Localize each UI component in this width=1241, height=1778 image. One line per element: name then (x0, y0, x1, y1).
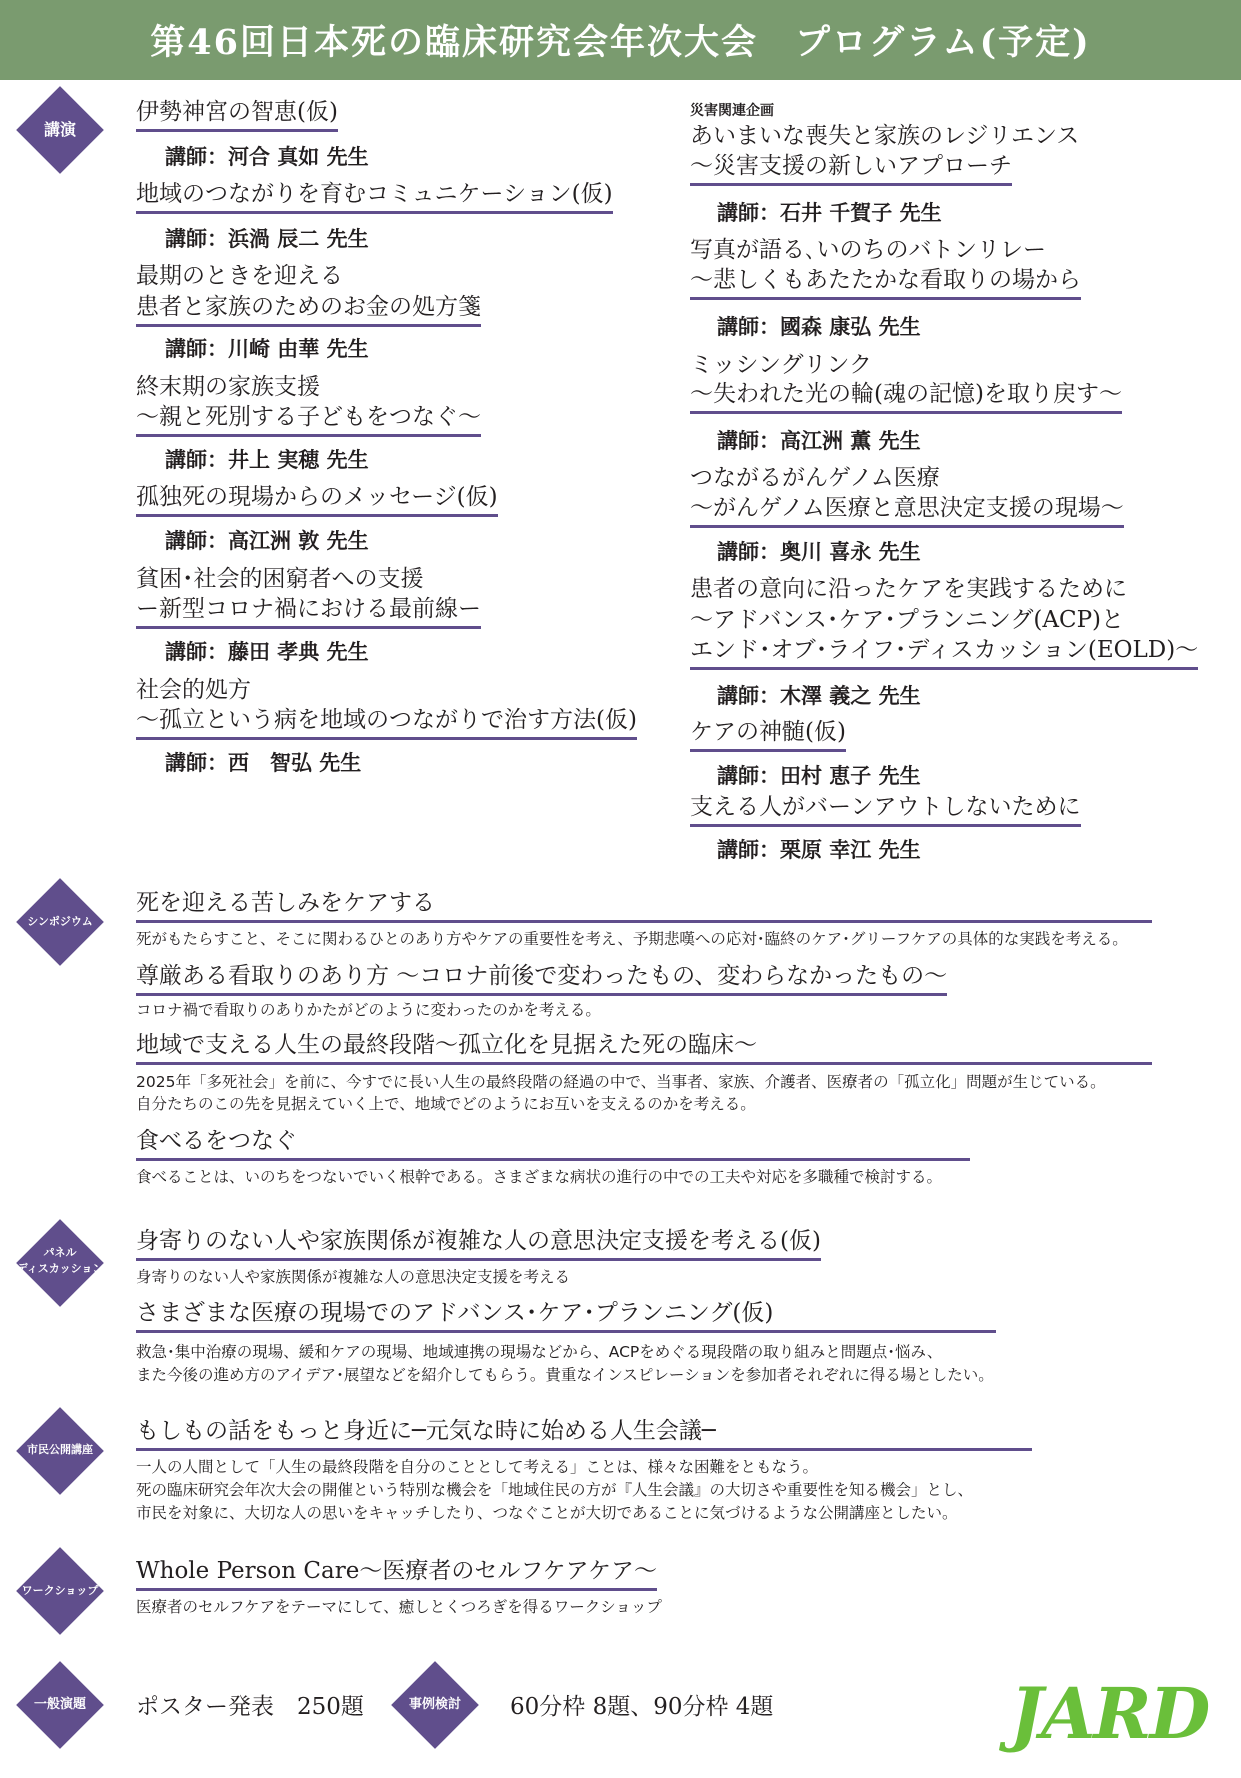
symposium-desc: 2025年「多死社会」を前に、今すでに長い人生の最終段階の経過の中で、当事者、家族、介護者、医療者の「孤立化」問題が生じている。 (136, 1073, 1106, 1091)
lecture-title: 地域のつながりを育むコミュニケーション(仮) (136, 179, 613, 214)
panel-desc: また今後の進め方のアイデア･展望などを紹介してもらう。貴重なインスピレーションを参加者それぞれに得る場としたい。 (136, 1366, 994, 1384)
lecture-speaker: 講師：浜渦 辰二 先生 (165, 226, 369, 251)
lecture-speaker: 講師：高江洲 敦 先生 (165, 528, 369, 553)
lecture-title: ー新型コロナ禍における最前線ー (136, 594, 481, 629)
lecture-speaker: 講師：西 智弘 先生 (165, 750, 362, 775)
lecture-title-line1: つながるがんゲノム医療 (690, 465, 940, 491)
lecture-badge-label: 講演 (43, 120, 76, 139)
lecture-speaker: 講師：河合 真如 先生 (165, 144, 369, 169)
case-badge-label: 事例検討 (408, 1697, 461, 1712)
symposium-desc: 自分たちのこの先を見据えていく上で、地域でどのようにお互いを支えるのかを考える。 (136, 1095, 756, 1113)
panel-title: さまざまな医療の現場でのアドバンス･ケア･プランニング(仮) (136, 1298, 996, 1333)
page-header (0, 0, 1241, 80)
public-lecture-desc: 死の臨床研究会年次大会の開催という特別な機会を「地域住民の方が『人生会議』の大切さや重要性を知る機会」とし、 (136, 1481, 974, 1499)
lecture-speaker: 講師：田村 恵子 先生 (717, 763, 921, 788)
lecture-speaker: 講師：奥川 喜永 先生 (717, 539, 921, 564)
lecture-speaker: 講師：國森 康弘 先生 (717, 314, 921, 339)
lecture-title: 支える人がバーンアウトしないために (690, 792, 1081, 827)
poster-count: ポスター発表 250題 (136, 1694, 364, 1720)
lecture-speaker: 講師：栗原 幸江 先生 (717, 837, 921, 862)
lecture-speaker: 講師：川崎 由華 先生 (165, 336, 369, 361)
lecture-title: 孤独死の現場からのメッセージ(仮) (136, 482, 498, 517)
lecture-title-line1: 患者の意向に沿ったケアを実践するために (690, 576, 1127, 602)
lecture-title: ケアの神髄(仮) (690, 717, 846, 752)
symposium-title: 尊厳ある看取りのあり方 ～コロナ前後で変わったもの、変わらなかったもの～ (136, 961, 947, 996)
public-lecture-title: もしもの話をもっと身近に─元気な時に始める人生会議─ (136, 1416, 1032, 1451)
lecture-title: 患者と家族のためのお金の処方箋 (136, 292, 481, 327)
lecture-title-line1: あいまいな喪失と家族のレジリエンス (690, 123, 1080, 149)
lecture-title: ～がんゲノム医療と意思決定支援の現場～ (690, 493, 1124, 528)
symposium-desc: 食べることは、いのちをつないでいく根幹である。さまざまな病状の進行の中での工夫や対応を多職種で検討する。 (136, 1168, 943, 1186)
panel-title: 身寄りのない人や家族関係が複雑な人の意思決定支援を考える(仮) (136, 1226, 821, 1261)
public-lecture-desc: 市民を対象に、大切な人の思いをキャッチしたり、つなぐことが大切であることに気づけるような公開講座としたい。 (136, 1504, 958, 1522)
workshop-badge-label: ワークショップ (21, 1584, 99, 1597)
symposium-desc: 死がもたらすこと、そこに関わるひとのあり方やケアの重要性を考え、予期悲嘆への応対･臨終のケア･グリーフケアの具体的な実践を考える。 (136, 930, 1128, 948)
lecture-title: ～災害支援の新しいアプローチ (690, 151, 1012, 186)
lecture-title: エンド･オブ･ライフ･ディスカッション(EOLD)～ (690, 635, 1198, 670)
panel-desc: 救急･集中治療の現場、緩和ケアの現場、地域連携の現場などから、ACPをめぐる現段階の取り組みと問題点･悩み、 (136, 1343, 943, 1361)
lecture-title-line1: 最期のときを迎える (136, 263, 343, 289)
lecture-title: ～孤立という病を地域のつながりで治す方法(仮) (136, 705, 637, 740)
lecture-title: ～親と死別する子どもをつなぐ～ (136, 402, 481, 437)
symposium-desc: コロナ禍で看取りのありかたがどのように変わったのかを考える。 (136, 1001, 601, 1019)
lecture-title-line1: 社会的処方 (136, 677, 251, 703)
lecture-title-line1: 写真が語る､いのちのバトンリレー (690, 237, 1047, 263)
page-title: 第46回日本死の臨床研究会年次大会 プログラム(予定) (150, 22, 1091, 63)
lecture-speaker: 講師：藤田 孝典 先生 (165, 639, 369, 664)
symposium-badge-label: シンポジウム (27, 915, 93, 928)
lecture-speaker: 講師：井上 実穂 先生 (165, 447, 369, 472)
lecture-speaker: 講師：木澤 義之 先生 (717, 683, 921, 708)
jard-logo: JARD (1010, 1672, 1209, 1755)
lecture-speaker: 講師：石井 千賀子 先生 (717, 200, 942, 225)
lecture-title: ～失われた光の輪(魂の記憶)を取り戻す～ (690, 379, 1122, 414)
public-lecture-badge-label: 市民公開講座 (27, 1443, 93, 1456)
case-study-count: 60分枠 8題、90分枠 4題 (510, 1694, 774, 1720)
disaster-tag: 災害関連企画 (690, 103, 774, 119)
lecture-title-line1: 貧困･社会的困窮者への支援 (136, 566, 424, 592)
panel-badge-label-2: ディスカッション (16, 1262, 104, 1275)
lecture-title: 伊勢神宮の智恵(仮) (136, 97, 338, 132)
lecture-title: ～悲しくもあたたかな看取りの場から (690, 265, 1081, 300)
symposium-title: 地域で支える人生の最終段階～孤立化を見据えた死の臨床～ (136, 1030, 1152, 1065)
panel-badge-label-1: パネル (43, 1246, 77, 1259)
lecture-title-line1: 終末期の家族支援 (136, 374, 320, 400)
symposium-title: 死を迎える苦しみをケアする (136, 888, 1152, 923)
workshop-desc: 医療者のセルフケアをテーマにして、癒しとくつろぎを得るワークショップ (136, 1598, 662, 1616)
lecture-title-line2: ～アドバンス･ケア･プランニング(ACP)と (690, 607, 1125, 633)
lecture-title-line1: ミッシングリンク (690, 352, 873, 378)
general-badge-label: 一般演題 (33, 1697, 86, 1712)
symposium-title: 食べるをつなぐ (136, 1126, 970, 1161)
workshop-title: Whole Person Care～医療者のセルフケアケア～ (136, 1556, 657, 1591)
panel-desc: 身寄りのない人や家族関係が複雑な人の意思決定支援を考える (136, 1268, 571, 1286)
lecture-speaker: 講師：高江洲 薫 先生 (717, 428, 921, 453)
public-lecture-desc: 一人の人間として「人生の最終段階を自分のこととして考える」ことは、様々な困難をともなう。 (136, 1458, 819, 1476)
